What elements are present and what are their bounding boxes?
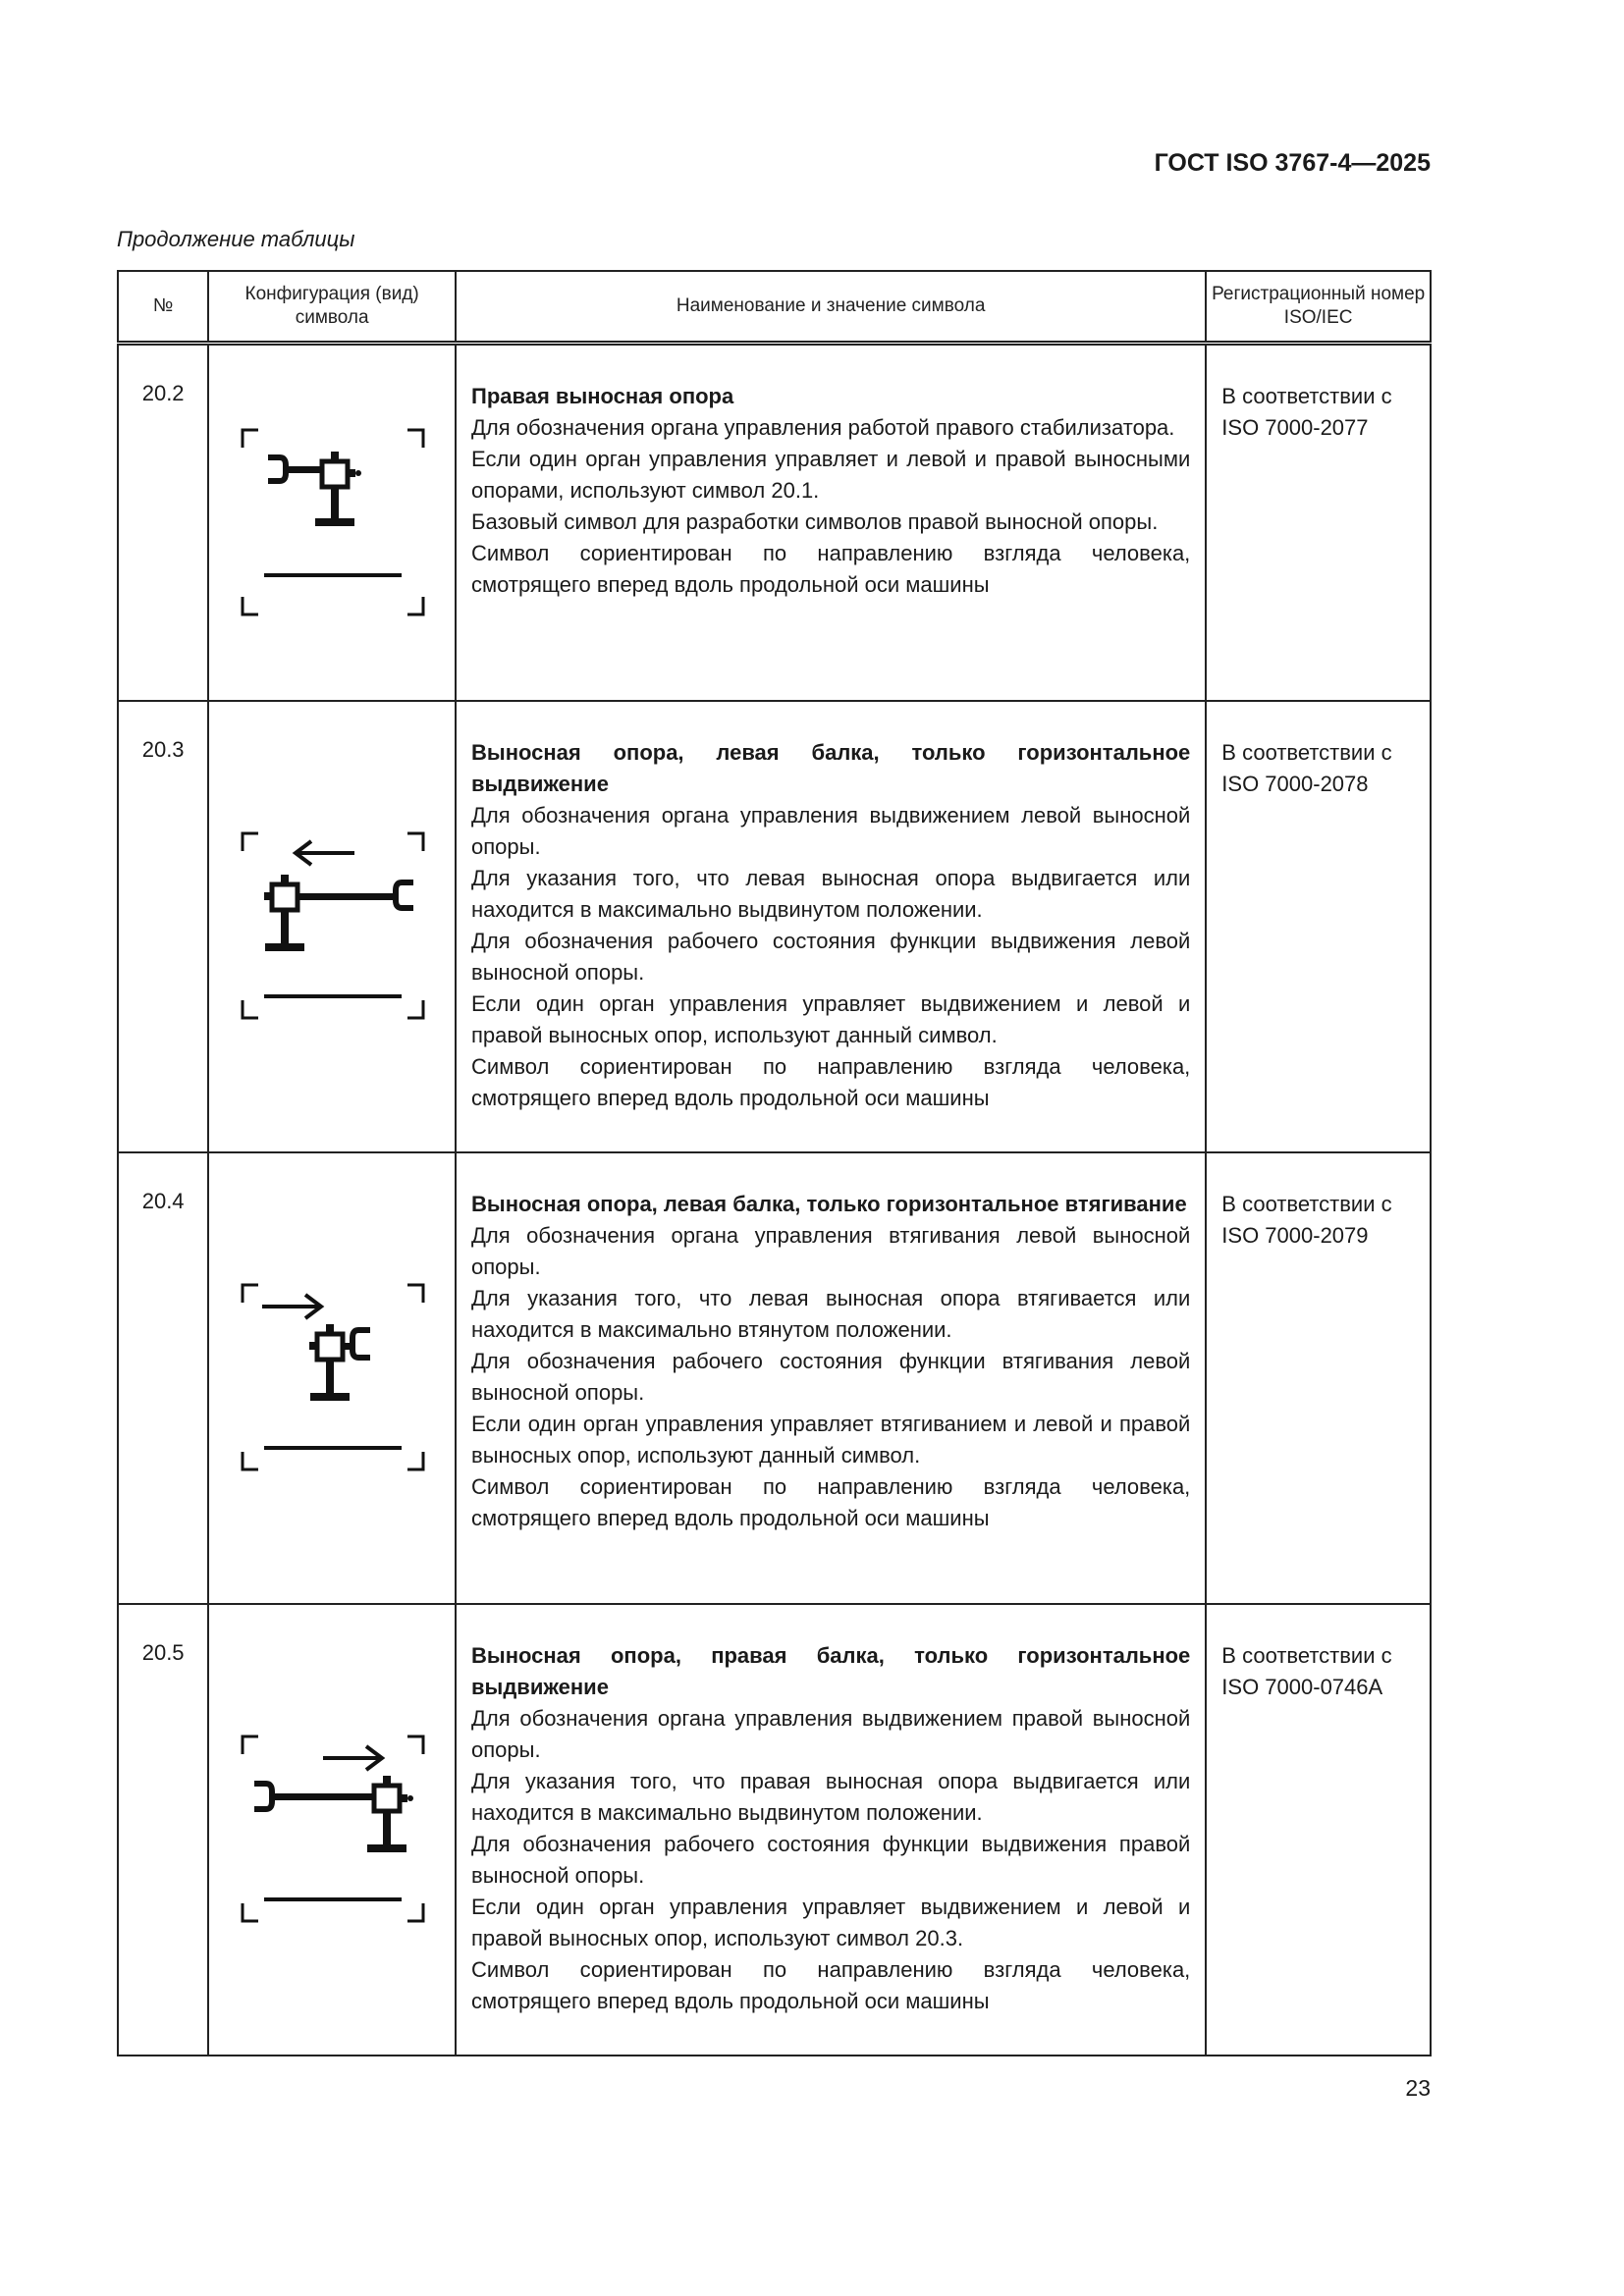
description-line: Для обозначения рабочего состояния функции втягивания левой выносной опоры. [471, 1348, 1191, 1405]
row-number: 20.3 [118, 701, 208, 1152]
registration-number: В соответствии с ISO 7000-2079 [1206, 1152, 1431, 1604]
symbol-title: Правая выносная опора [471, 384, 734, 408]
table-header-row [118, 271, 1431, 344]
outrigger-right-icon [237, 424, 429, 620]
symbol-description [456, 1604, 1206, 2056]
outrigger-left-retract-icon [237, 1279, 429, 1475]
symbol-description [456, 701, 1206, 1152]
description-line: Для обозначения органа управления втягивания левой выносной опоры. [471, 1222, 1191, 1279]
description-line: Для указания того, что левая выносная опора выдвигается или находится в максимально выдвинутом положении. [471, 865, 1191, 922]
header-number: № [118, 271, 208, 344]
symbol-cell [208, 1604, 456, 2056]
description-line: Для обозначения рабочего состояния функции выдвижения левой выносной опоры. [471, 928, 1191, 985]
symbol-title: Выносная опора, левая балка, только горизонтальное втягивание [471, 1191, 1187, 1216]
description-line: Если один орган управления управляет выдвижением и левой и правой выносных опор, используют данный символ. [471, 990, 1191, 1047]
symbol-cell [208, 1152, 456, 1604]
description-line: Если один орган управления управляет и левой и правой выносными опорами, используют символ 20.1. [471, 447, 1191, 503]
symbol-description [456, 1152, 1206, 1604]
outrigger-right-extend-icon [237, 1731, 429, 1927]
row-number: 20.2 [118, 344, 208, 701]
row-number: 20.4 [118, 1152, 208, 1604]
description-line: Для обозначения органа управления выдвижением правой выносной опоры. [471, 1705, 1191, 1762]
description-line: Если один орган управления управляет выдвижением и левой и правой выносных опор, используют символ 20.3. [471, 1894, 1191, 1950]
description-line: Для обозначения органа управления работой правого стабилизатора. [471, 415, 1175, 440]
header-registration-number: Регистрационный номер ISO/IEC [1206, 271, 1431, 344]
description-line: Базовый символ для разработки символов правой выносной опоры. [471, 509, 1159, 534]
registration-number: В соответствии с ISO 7000-2077 [1206, 344, 1431, 701]
symbol-cell [208, 344, 456, 701]
table-continuation-caption: Продолжение таблицы [117, 227, 355, 251]
symbol-title: Выносная опора, левая балка, только горизонтальное выдвижение [471, 739, 1191, 796]
description-line: Для обозначения органа управления выдвижением левой выносной опоры. [471, 802, 1191, 859]
description-line: Символ сориентирован по направлению взгляда человека, смотрящего вперед вдоль продольной оси машины [471, 1053, 1191, 1110]
table-row [118, 1152, 1431, 1604]
registration-number: В соответствии с ISO 7000-2078 [1206, 701, 1431, 1152]
header-symbol-name: Наименование и значение символа [456, 271, 1206, 344]
table-row [118, 701, 1431, 1152]
symbol-description [456, 344, 1206, 701]
row-number: 20.5 [118, 1604, 208, 2056]
description-line: Для указания того, что левая выносная опора втягивается или находится в максимально втянутом положении. [471, 1285, 1191, 1342]
description-line: Для указания того, что правая выносная опора выдвигается или находится в максимально выдвинутом положении. [471, 1768, 1191, 1825]
description-line: Если один орган управления управляет втягиванием и левой и правой выносных опор, используют данный символ. [471, 1411, 1191, 1468]
description-line: Символ сориентирован по направлению взгляда человека, смотрящего вперед вдоль продольной оси машины [471, 1956, 1191, 2013]
registration-number: В соответствии с ISO 7000-0746A [1206, 1604, 1431, 2056]
header-symbol-config: Конфигурация (вид) символа [208, 271, 456, 344]
table-row [118, 344, 1431, 701]
symbol-title: Выносная опора, правая балка, только горизонтальное выдвижение [471, 1642, 1191, 1699]
table-row [118, 1604, 1431, 2056]
symbols-table [117, 270, 1432, 2056]
page-number: 23 [1405, 2075, 1431, 2101]
outrigger-left-extend-icon [237, 828, 429, 1024]
description-line: Символ сориентирован по направлению взгляда человека, смотрящего вперед вдоль продольной оси машины [471, 541, 1191, 597]
document-id: ГОСТ ISO 3767-4—2025 [1154, 149, 1431, 177]
symbol-cell [208, 701, 456, 1152]
description-line: Для обозначения рабочего состояния функции выдвижения правой выносной опоры. [471, 1831, 1191, 1888]
description-line: Символ сориентирован по направлению взгляда человека, смотрящего вперед вдоль продольной оси машины [471, 1473, 1191, 1530]
